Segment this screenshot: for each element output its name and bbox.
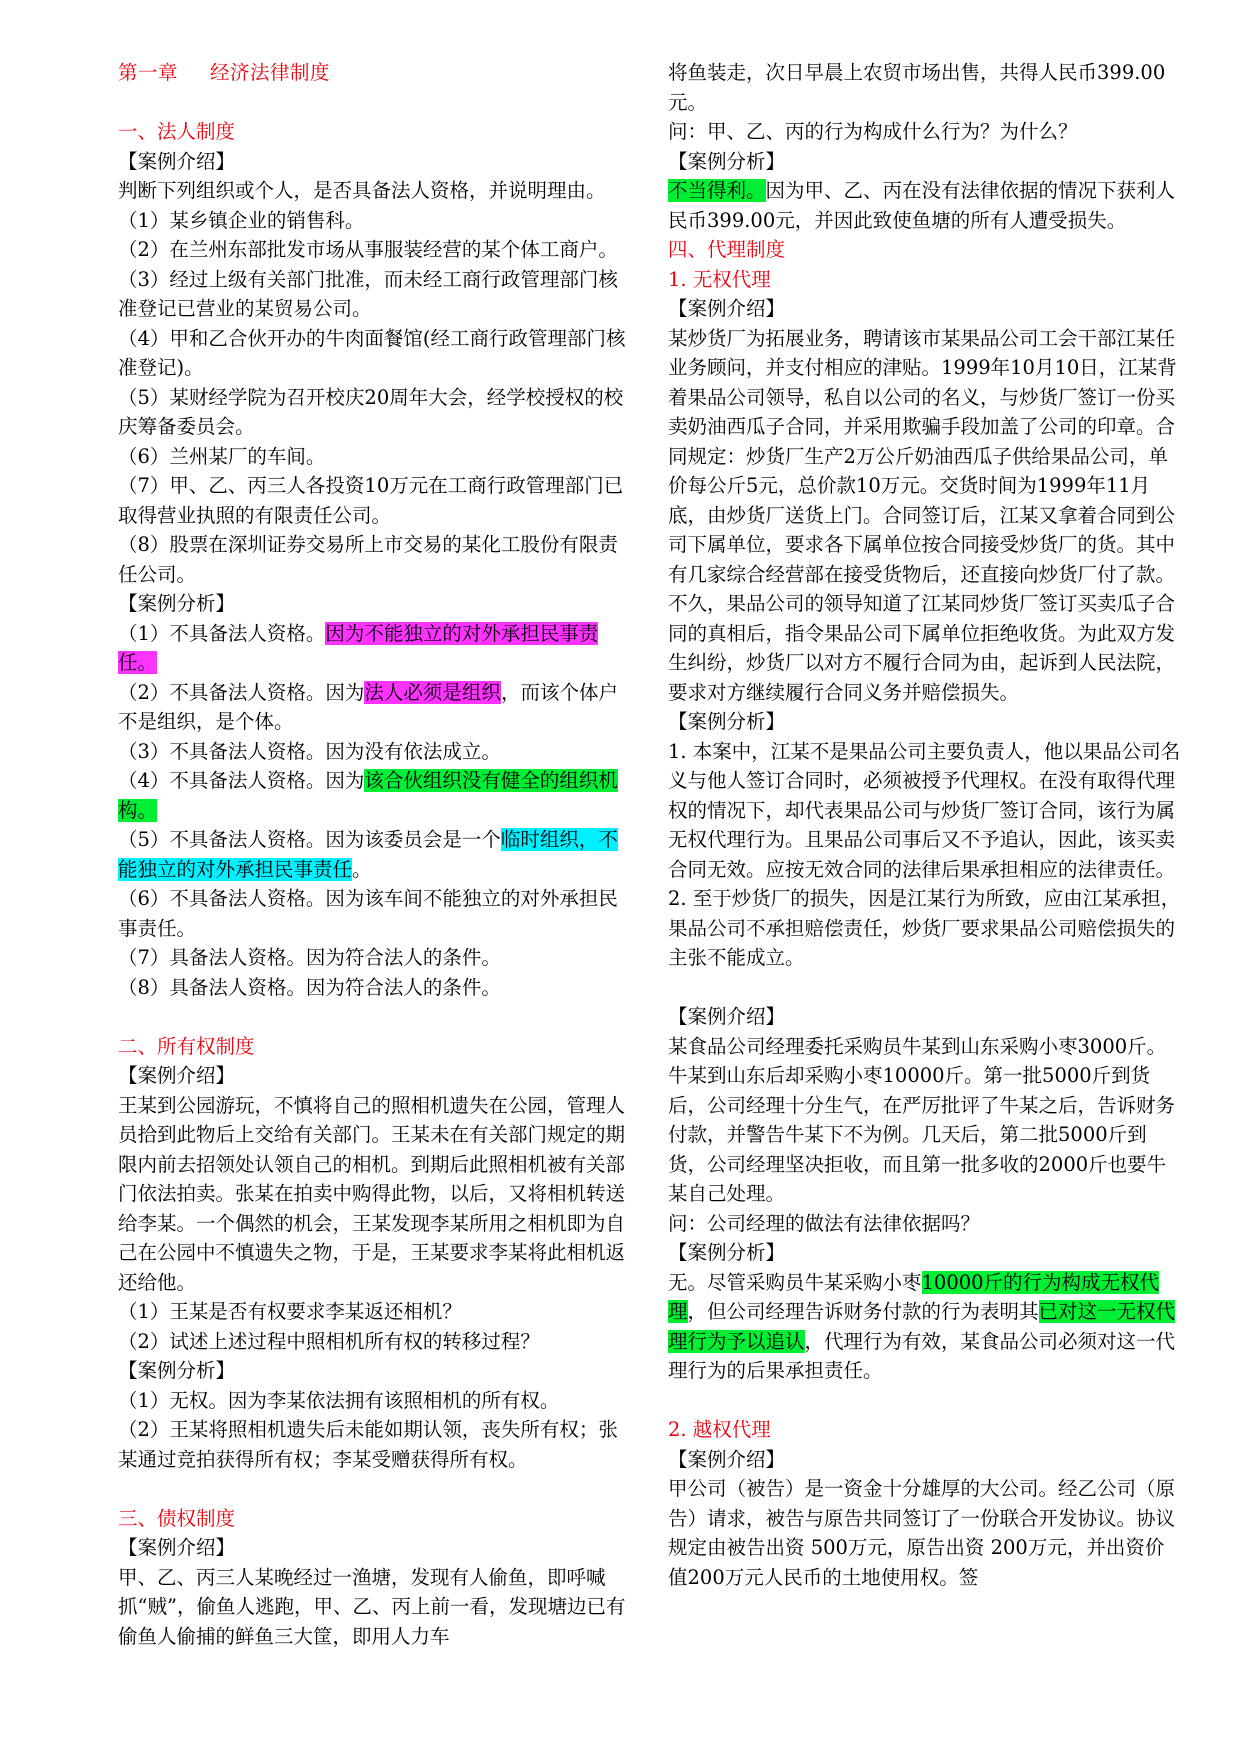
question-item: （7）甲、乙、丙三人各投资10万元在工商行政管理部门已取得营业执照的有限责任公司。: [118, 474, 624, 527]
case-intro-text-continued: 将鱼装走，次日早晨上农贸市场出售，共得人民币399.00元。: [668, 61, 1166, 114]
answer-item: （4）不具备法人资格。因为该合伙组织没有健全的组织机构。: [118, 769, 618, 822]
chapter-number: 第一章: [118, 61, 179, 84]
question-item: （6）兰州某厂的车间。: [118, 444, 326, 468]
answer-item: （5）不具备法人资格。因为该委员会是一个临时组织，不能独立的对外承担民事责任。: [118, 828, 618, 881]
case-intro-text: 王某到公园游玩，不慎将自己的照相机遗失在公园，管理人员拾到此物后上交给有关部门。王某未在有关部门规定的期限内前去招领处认领自己的相机。到期后此照相机被有关部门依法拍卖。张某在拍卖中购得此物，以后，又将相机转送给李某。一个偶然的机会，王某发现李某所用之相机即为自己在公园中不慎遗失之物，于是，王某要求李某将此相机返还给他。: [118, 1093, 626, 1294]
case-analysis-label: 【案例分析】: [118, 592, 236, 615]
case-intro-text: 某炒货厂为拓展业务，聘请该市某果品公司工会干部江某任业务顾问，并支付相应的津贴。1999年10月10日，江某背着果品公司领导，私自以公司的名义，与炒货厂签订一份买卖奶油西瓜子合同，并采用欺骗手段加盖了公司的印章。合同规定：炒货厂生产2万公斤奶油西瓜子供给果品公司，单价每公斤5元，总价款10万元。交货时间为1999年11月底，由炒货厂送货上门。合同签订后，江某又拿着合同到公司下属单位，要求各下属单位按合同接受炒货厂的货。其中有几家综合经营部在接受货物后，还直接向炒货厂付了款。不久，果品公司的领导知道了江某同炒货厂签订买卖瓜子合同的真相后，指令果品公司下属单位拒绝收货。为此双方发生纠纷，炒货厂以对方不履行合同为由，起诉到人民法院，要求对方继续履行合同义务并赔偿损失。: [668, 326, 1177, 704]
case-intro-label: 【案例介绍】: [118, 1064, 236, 1087]
highlight-green: 不当得利。: [668, 179, 766, 202]
question-item: （4）甲和乙合伙开办的牛肉面餐馆(经工商行政管理部门核准登记)。: [118, 326, 626, 379]
answer-item: 不当得利。因为甲、乙、丙在没有法律依据的情况下获利人民币399.00元，并因此致使鱼塘的所有人遭受损失。: [668, 179, 1176, 232]
answer-item: 2. 至于炒货厂的损失，因是江某行为所致，应由江某承担，果品公司不承担赔偿责任，炒货厂要求果品公司赔偿损失的主张不能成立。: [668, 887, 1181, 969]
question-item: （2）试述上述过程中照相机所有权的转移过程？: [118, 1329, 540, 1353]
highlight-green: 10000斤的行为构成无权代理: [668, 1270, 1160, 1323]
answer-item: （1）无权。因为李某依法拥有该照相机的所有权。: [118, 1388, 560, 1412]
case-analysis-label: 【案例分析】: [668, 710, 786, 733]
case-intro-label: 【案例介绍】: [668, 1005, 786, 1028]
question-item: （2）在兰州东部批发市场从事服装经营的某个体工商户。: [118, 238, 618, 261]
case-intro-label: 【案例介绍】: [118, 1536, 236, 1559]
highlight-magenta: 法人必须是组织: [364, 680, 501, 704]
case-analysis-label: 【案例分析】: [668, 149, 786, 173]
question-item: 问：公司经理的做法有法律依据吗？: [668, 1211, 981, 1235]
answer-item: （6）不具备法人资格。因为该车间不能独立的对外承担民事责任。: [118, 887, 618, 940]
section-heading-ownership: 二、所有权制度: [118, 1034, 255, 1058]
answer-item: 无。尽管采购员牛某采购小枣10000斤的行为构成无权代理，但公司经理告诉财务付款的行为表明其已对这一无权代理行为予以追认，代理行为有效，某食品公司必须对这一代理行为的后果承担责任。: [668, 1270, 1176, 1382]
case-analysis-label: 【案例分析】: [668, 1241, 786, 1264]
chapter-heading: [118, 58, 628, 88]
highlight-cyan: 临时组织，不能独立的对外承担民事责任: [118, 828, 618, 881]
answer-item: （3）不具备法人资格。因为没有依法成立。: [118, 739, 501, 763]
section-heading-legal-person: 一、法人制度: [118, 120, 236, 143]
case-intro-label: 【案例介绍】: [668, 1447, 786, 1471]
answer-item: （8）具备法人资格。因为符合法人的条件。: [118, 975, 501, 999]
case-intro-label: 【案例介绍】: [668, 297, 786, 320]
section-heading-creditor: 三、债权制度: [118, 1506, 236, 1530]
question-item: （5）某财经学院为召开校庆20周年大会，经学校授权的校庆筹备委员会。: [118, 385, 624, 438]
question-item: （1）王某是否有权要求李某返还相机？: [118, 1300, 462, 1323]
answer-item: 1. 本案中，江某不是果品公司主要负责人，他以果品公司名义与他人签订合同时，必须被授予代理权。在没有取得代理权的情况下，却代表果品公司与炒货厂签订合同，该行为属无权代理行为。且果品公司事后又不予追认，因此，该买卖合同无效。应按无效合同的法律后果承担相应的法律责任。: [668, 739, 1181, 881]
question-item: 问：甲、乙、丙的行为构成什么行为？为什么？: [668, 120, 1078, 143]
question-item: （3）经过上级有关部门批准，而未经工商行政管理部门核准登记已营业的某贸易公司。: [118, 267, 618, 320]
section-heading-agency: 四、代理制度: [668, 238, 786, 261]
case-intro-text: 甲公司（被告）是一资金十分雄厚的大公司。经乙公司（原告）请求，被告与原告共同签订了一份联合开发协议。协议规定由被告出资 500万元，原告出资 200万元，并出资价值200万元人民币的土地使用权。签: [668, 1477, 1176, 1589]
case-analysis-label: 【案例分析】: [118, 1359, 236, 1382]
question-item: （1）某乡镇企业的销售科。: [118, 208, 365, 232]
chapter-title: 经济法律制度: [210, 61, 331, 84]
case-intro-text: 甲、乙、丙三人某晚经过一渔塘，发现有人偷鱼，即呼喊抓“贼”，偷鱼人逃跑，甲、乙、丙上前一看，发现塘边已有偷鱼人偷捕的鲜鱼三大筐，即用人力车: [118, 1565, 626, 1648]
case-intro-text: 判断下列组织或个人，是否具备法人资格，并说明理由。: [118, 179, 606, 202]
highlight-green: 该合伙组织没有健全的组织机构。: [118, 769, 618, 822]
answer-item: （2）王某将照相机遗失后未能如期认领，丧失所有权；张某通过竞拍获得所有权；李某受赠获得所有权。: [118, 1418, 618, 1471]
subsection-heading-exceeding: 2. 越权代理: [668, 1418, 771, 1441]
answer-item: （2）不具备法人资格。因为法人必须是组织，而该个体户不是组织，是个体。: [118, 680, 618, 733]
left-column: [118, 58, 628, 1754]
case-intro-text: 某食品公司经理委托采购员牛某到山东采购小枣3000斤。牛某到山东后却采购小枣10000斤。第一批5000斤到货后，公司经理十分生气，在严厉批评了牛某之后，告诉财务付款，并警告牛某下不为例。几天后，第二批5000斤到货，公司经理坚决拒收，而且第一批多收的2000斤也要牛某自己处理。: [668, 1034, 1176, 1205]
answer-item: （1）不具备法人资格。因为不能独立的对外承担民事责任。: [118, 621, 599, 674]
case-intro-label: 【案例介绍】: [118, 149, 236, 173]
subsection-heading-unauthorized: 1. 无权代理: [668, 267, 771, 291]
right-column: [668, 58, 1181, 1754]
question-item: （8）股票在深圳证券交易所上市交易的某化工股份有限责任公司。: [118, 533, 618, 586]
answer-item: （7）具备法人资格。因为符合法人的条件。: [118, 946, 501, 969]
highlight-green: 已对这一无权代理行为予以追认: [668, 1300, 1176, 1353]
highlight-magenta: 因为不能独立的对外承担民事责任。: [118, 621, 599, 674]
